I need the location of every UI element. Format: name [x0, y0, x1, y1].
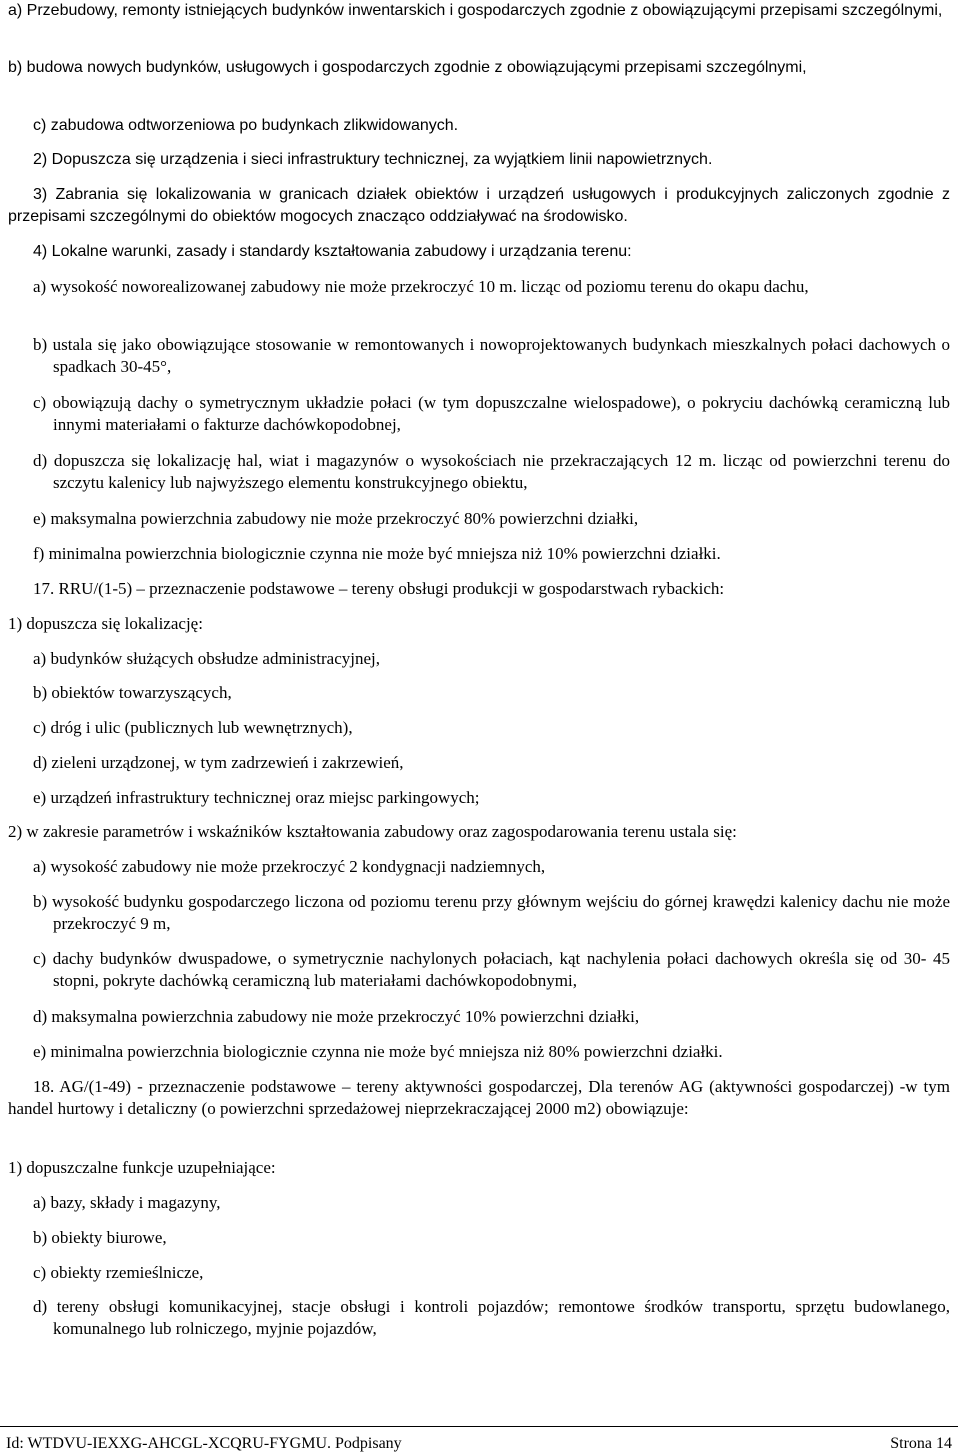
section-18-heading: 18. AG/(1-49) - przeznaczenie podstawowe – tereny aktywności gospodarczej, Dla terenów AG (aktywności gospodarczej) -w tym handel hurtowy i detaliczny (o powierzchni sprzedażowej nieprzekraczającej 2000 m2) obowiązuje: [8, 1077, 950, 1118]
section-17-item-1c: c) dróg i ulic (publicznych lub wewnętrznych), [33, 718, 353, 737]
section-17-item-1d: d) zieleni urządzonej, w tym zadrzewień i zakrzewień, [33, 753, 404, 772]
section-17-item-2b: b) wysokość budynku gospodarczego liczona od poziomu terenu przy głównym wejściu do górnej krawędzi kalenicy dachu nie może przekroczyć 9 m, [33, 892, 950, 933]
paragraph-b-budowa: b) budowa nowych budynków, usługowych i gospodarczych zgodnie z obowiązującymi przepisami szczególnymi, [8, 59, 807, 76]
paragraph-4d-hale: d) dopuszcza się lokalizację hal, wiat i magazynów o wysokościach nie przekraczających 12 m. licząc od powierzchni terenu do szczytu kalenicy lub najwyższego elementu konstrukcyjnego obiektu, [33, 451, 950, 492]
section-18-item-1d: d) tereny obsługi komunikacyjnej, stacje obsługi i kontroli pojazdów; remontowe środków transportu, sprzętu budowlanego, komunalnego lub rolniczego, myjnie pojazdów, [33, 1297, 950, 1338]
section-17-item-2c: c) dachy budynków dwuspadowe, o symetrycznie nachylonych połaciach, kąt nachylenia połaci dachowych określa się od 30- 45 stopni, pokryte dachówką ceramiczną lub materiałami dachówkopodobnymi, [33, 949, 950, 990]
section-17-item-1e: e) urządzeń infrastruktury technicznej oraz miejsc parkingowych; [33, 788, 480, 807]
paragraph-4f-minimalna: f) minimalna powierzchnia biologicznie czynna nie może być mniejsza niż 10% powierzchni działki. [33, 544, 721, 563]
section-17-item-2a: a) wysokość zabudowy nie może przekroczyć 2 kondygnacji nadziemnych, [33, 857, 546, 876]
footer-divider [0, 1426, 958, 1427]
paragraph-4a-wysokosc: a) wysokość noworealizowanej zabudowy nie może przekroczyć 10 m. licząc od poziomu terenu do okapu dachu, [33, 277, 809, 296]
section-17-item-1: 1) dopuszcza się lokalizację: [8, 614, 203, 633]
paragraph-4e-maksymalna: e) maksymalna powierzchnia zabudowy nie może przekroczyć 80% powierzchni działki, [33, 509, 639, 528]
section-18-item-1a: a) bazy, składy i magazyny, [33, 1193, 221, 1212]
section-17-item-2e: e) minimalna powierzchnia biologicznie czynna nie może być mniejsza niż 80% powierzchni działki. [33, 1042, 723, 1061]
section-18-item-1b: b) obiekty biurowe, [33, 1228, 167, 1247]
section-17-item-2: 2) w zakresie parametrów i wskaźników kształtowania zabudowy oraz zagospodarowania terenu ustala się: [8, 822, 737, 841]
footer-document-id: Id: WTDVU-IEXXG-AHCGL-XCQRU-FYGMU. Podpisany [6, 1435, 402, 1452]
paragraph-c-zabudowa: c) zabudowa odtworzeniowa po budynkach zlikwidowanych. [33, 117, 459, 134]
section-17-heading: 17. RRU/(1-5) – przeznaczenie podstawowe – tereny obsługi produkcji w gospodarstwach rybackich: [33, 579, 725, 598]
footer-page-number: Strona 14 [890, 1435, 952, 1452]
section-17-item-1a: a) budynków służących obsłudze administracyjnej, [33, 649, 380, 668]
paragraph-4-lokalne: 4) Lokalne warunki, zasady i standardy kształtowania zabudowy i urządzania terenu: [33, 243, 632, 260]
paragraph-4c-dachy: c) obowiązują dachy o symetrycznym układzie połaci (w tym dopuszczalne wielospadowe), o pokryciu dachówką ceramiczną lub innymi materiałami o fakturze dachówkopodobnej, [33, 393, 950, 434]
section-17-item-1b: b) obiektów towarzyszących, [33, 683, 232, 702]
paragraph-2-dopuszcza: 2) Dopuszcza się urządzenia i sieci infrastruktury technicznej, za wyjątkiem linii napowietrznych. [33, 151, 713, 168]
paragraph-a-przebudowy: a) Przebudowy, remonty istniejących budynków inwentarskich i gospodarczych zgodnie z obowiązującymi przepisami szczególnymi, [8, 2, 943, 19]
paragraph-3-zabrania: 3) Zabrania się lokalizowania w granicach działek obiektów i urządzeń usługowych i produkcyjnych zaliczonych zgodnie z przepisami szczególnymi do obiektów mogocych znacząco oddziaływać na środowisko. [8, 186, 950, 225]
section-18-item-1c: c) obiekty rzemieślnicze, [33, 1263, 204, 1282]
paragraph-4b-ustala: b) ustala się jako obowiązujące stosowanie w remontowanych i nowoprojektowanych budynkach mieszkalnych połaci dachowych o spadkach 30-45°, [33, 335, 950, 376]
section-18-item-1: 1) dopuszczalne funkcje uzupełniające: [8, 1158, 276, 1177]
section-17-item-2d: d) maksymalna powierzchnia zabudowy nie może przekroczyć 10% powierzchni działki, [33, 1007, 640, 1026]
